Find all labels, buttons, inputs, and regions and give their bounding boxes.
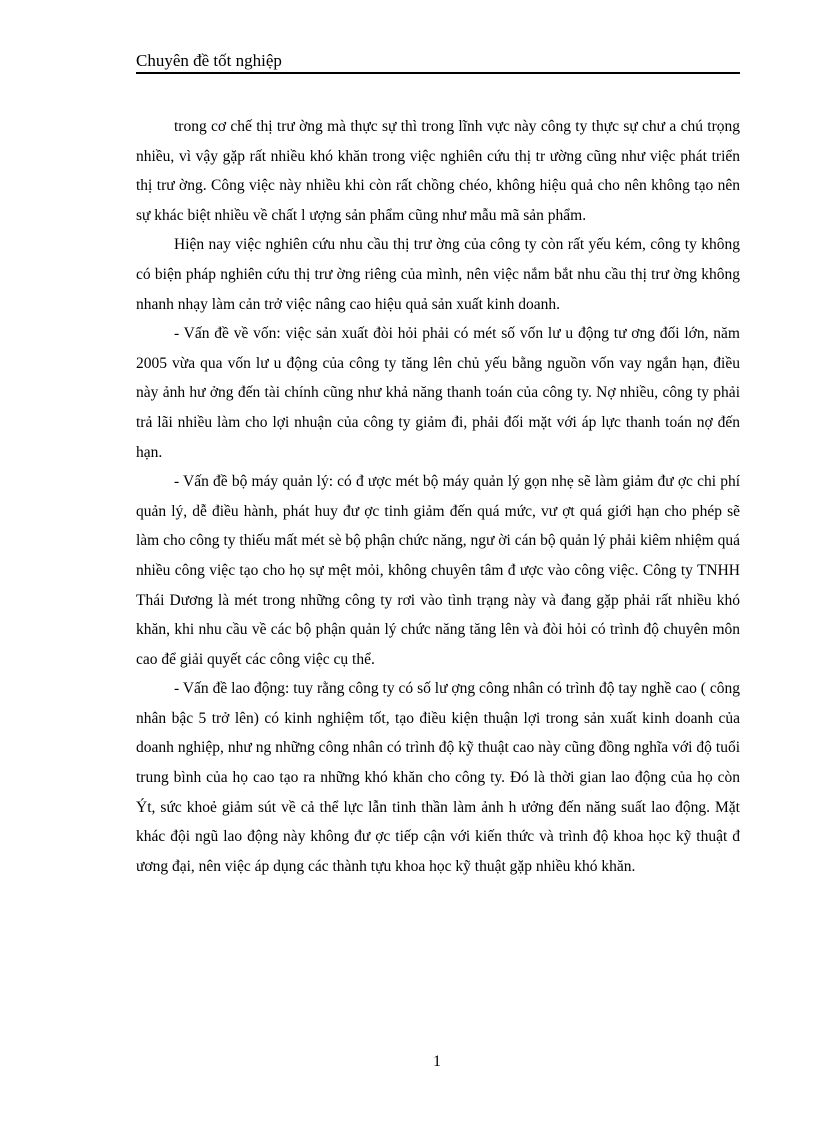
page-header xyxy=(136,48,740,74)
body-text xyxy=(136,112,740,881)
paragraph-labor: - Vấn đề lao động: tuy rằng công ty có số lư ợng công nhân có trình độ tay nghề cao ( công nhân bậc 5 trở lên) có kinh nghiệm tốt, tạo điều kiện thuận lợi trong sản xuất kinh doanh của doanh nghiệp, như ng những công nhân có trình độ kỹ thuật cao này cũng đồng nghĩa với độ tuổi trung bình của họ cao tạo ra những khó khăn cho công ty. Đó là thời gian lao động của họ còn Ýt, sức khoẻ giảm sút về cả thể lực lẫn tinh thần làm ảnh h ưởng đến năng suất lao động. Mặt khác đội ngũ lao động này không đư ợc tiếp cận với kiến thức và trình độ khoa học kỹ thuật đ ương đại, nên việc áp dụng các thành tựu khoa học kỹ thuật gặp nhiều khó khăn. xyxy=(136,680,740,875)
paragraph-market: trong cơ chế thị trư ờng mà thực sự thì trong lĩnh vực này công ty thực sự chư a chú trọng nhiều, vì vậy gặp rất nhiều khó khăn trong việc nghiên cứu thị tr ường cũng như việc phát triển thị trư ờng. Công việc này nhiều khi còn rất chồng chéo, không hiệu quả cho nên không tạo nên sự khác biệt nhiều về chất l ượng sản phẩm cũng như mẫu mã sản phẩm. xyxy=(136,118,740,224)
paragraph-market-research: Hiện nay việc nghiên cứu nhu cầu thị trư ờng của công ty còn rất yếu kém, công ty không có biện pháp nghiên cứu thị trư ờng riêng của mình, nên việc nắm bắt nhu cầu thị trư ờng không nhanh nhạy làm cản trở việc nâng cao hiệu quả sản xuất kinh doanh. xyxy=(136,236,740,313)
page-header-title: Chuyên đề tốt nghiệp xyxy=(136,51,282,70)
paragraph-management: - Vấn đề bộ máy quản lý: có đ ược mét bộ máy quản lý gọn nhẹ sẽ làm giảm đư ợc chi phí quản lý, dễ điều hành, phát huy đư ợc tinh giảm đến quá mức, vư ợt quá giới hạn cho phép sẽ làm cho công ty thiếu mất mét sè bộ phận chức năng, ngư ời cán bộ quản lý phải kiêm nhiệm quá nhiều công việc tạo cho họ sự mệt mỏi, không chuyên tâm đ ược vào công việc. Công ty TNHH Thái Dương là mét trong những công ty rơi vào tình trạng này và đang gặp phải rất nhiều khó khăn, khi nhu cầu về các bộ phận quản lý chức năng tăng lên và đòi hỏi có trình độ chuyên môn cao để giải quyết các công việc cụ thể. xyxy=(136,473,740,668)
paragraph-capital: - Vấn đề về vốn: việc sản xuất đòi hỏi phải có mét số vốn lư u động tư ơng đối lớn, năm 2005 vừa qua vốn lư u động của công ty tăng lên chủ yếu bằng nguồn vốn vay ngắn hạn, điều này ảnh hư ởng đến tài chính cũng như khả năng thanh toán của công ty. Nợ nhiều, công ty phải trả lãi nhiều làm cho lợi nhuận của công ty giảm đi, phải đối mặt với áp lực thanh toán nợ đến hạn. xyxy=(136,325,740,461)
page-number: 1 xyxy=(433,1053,441,1070)
